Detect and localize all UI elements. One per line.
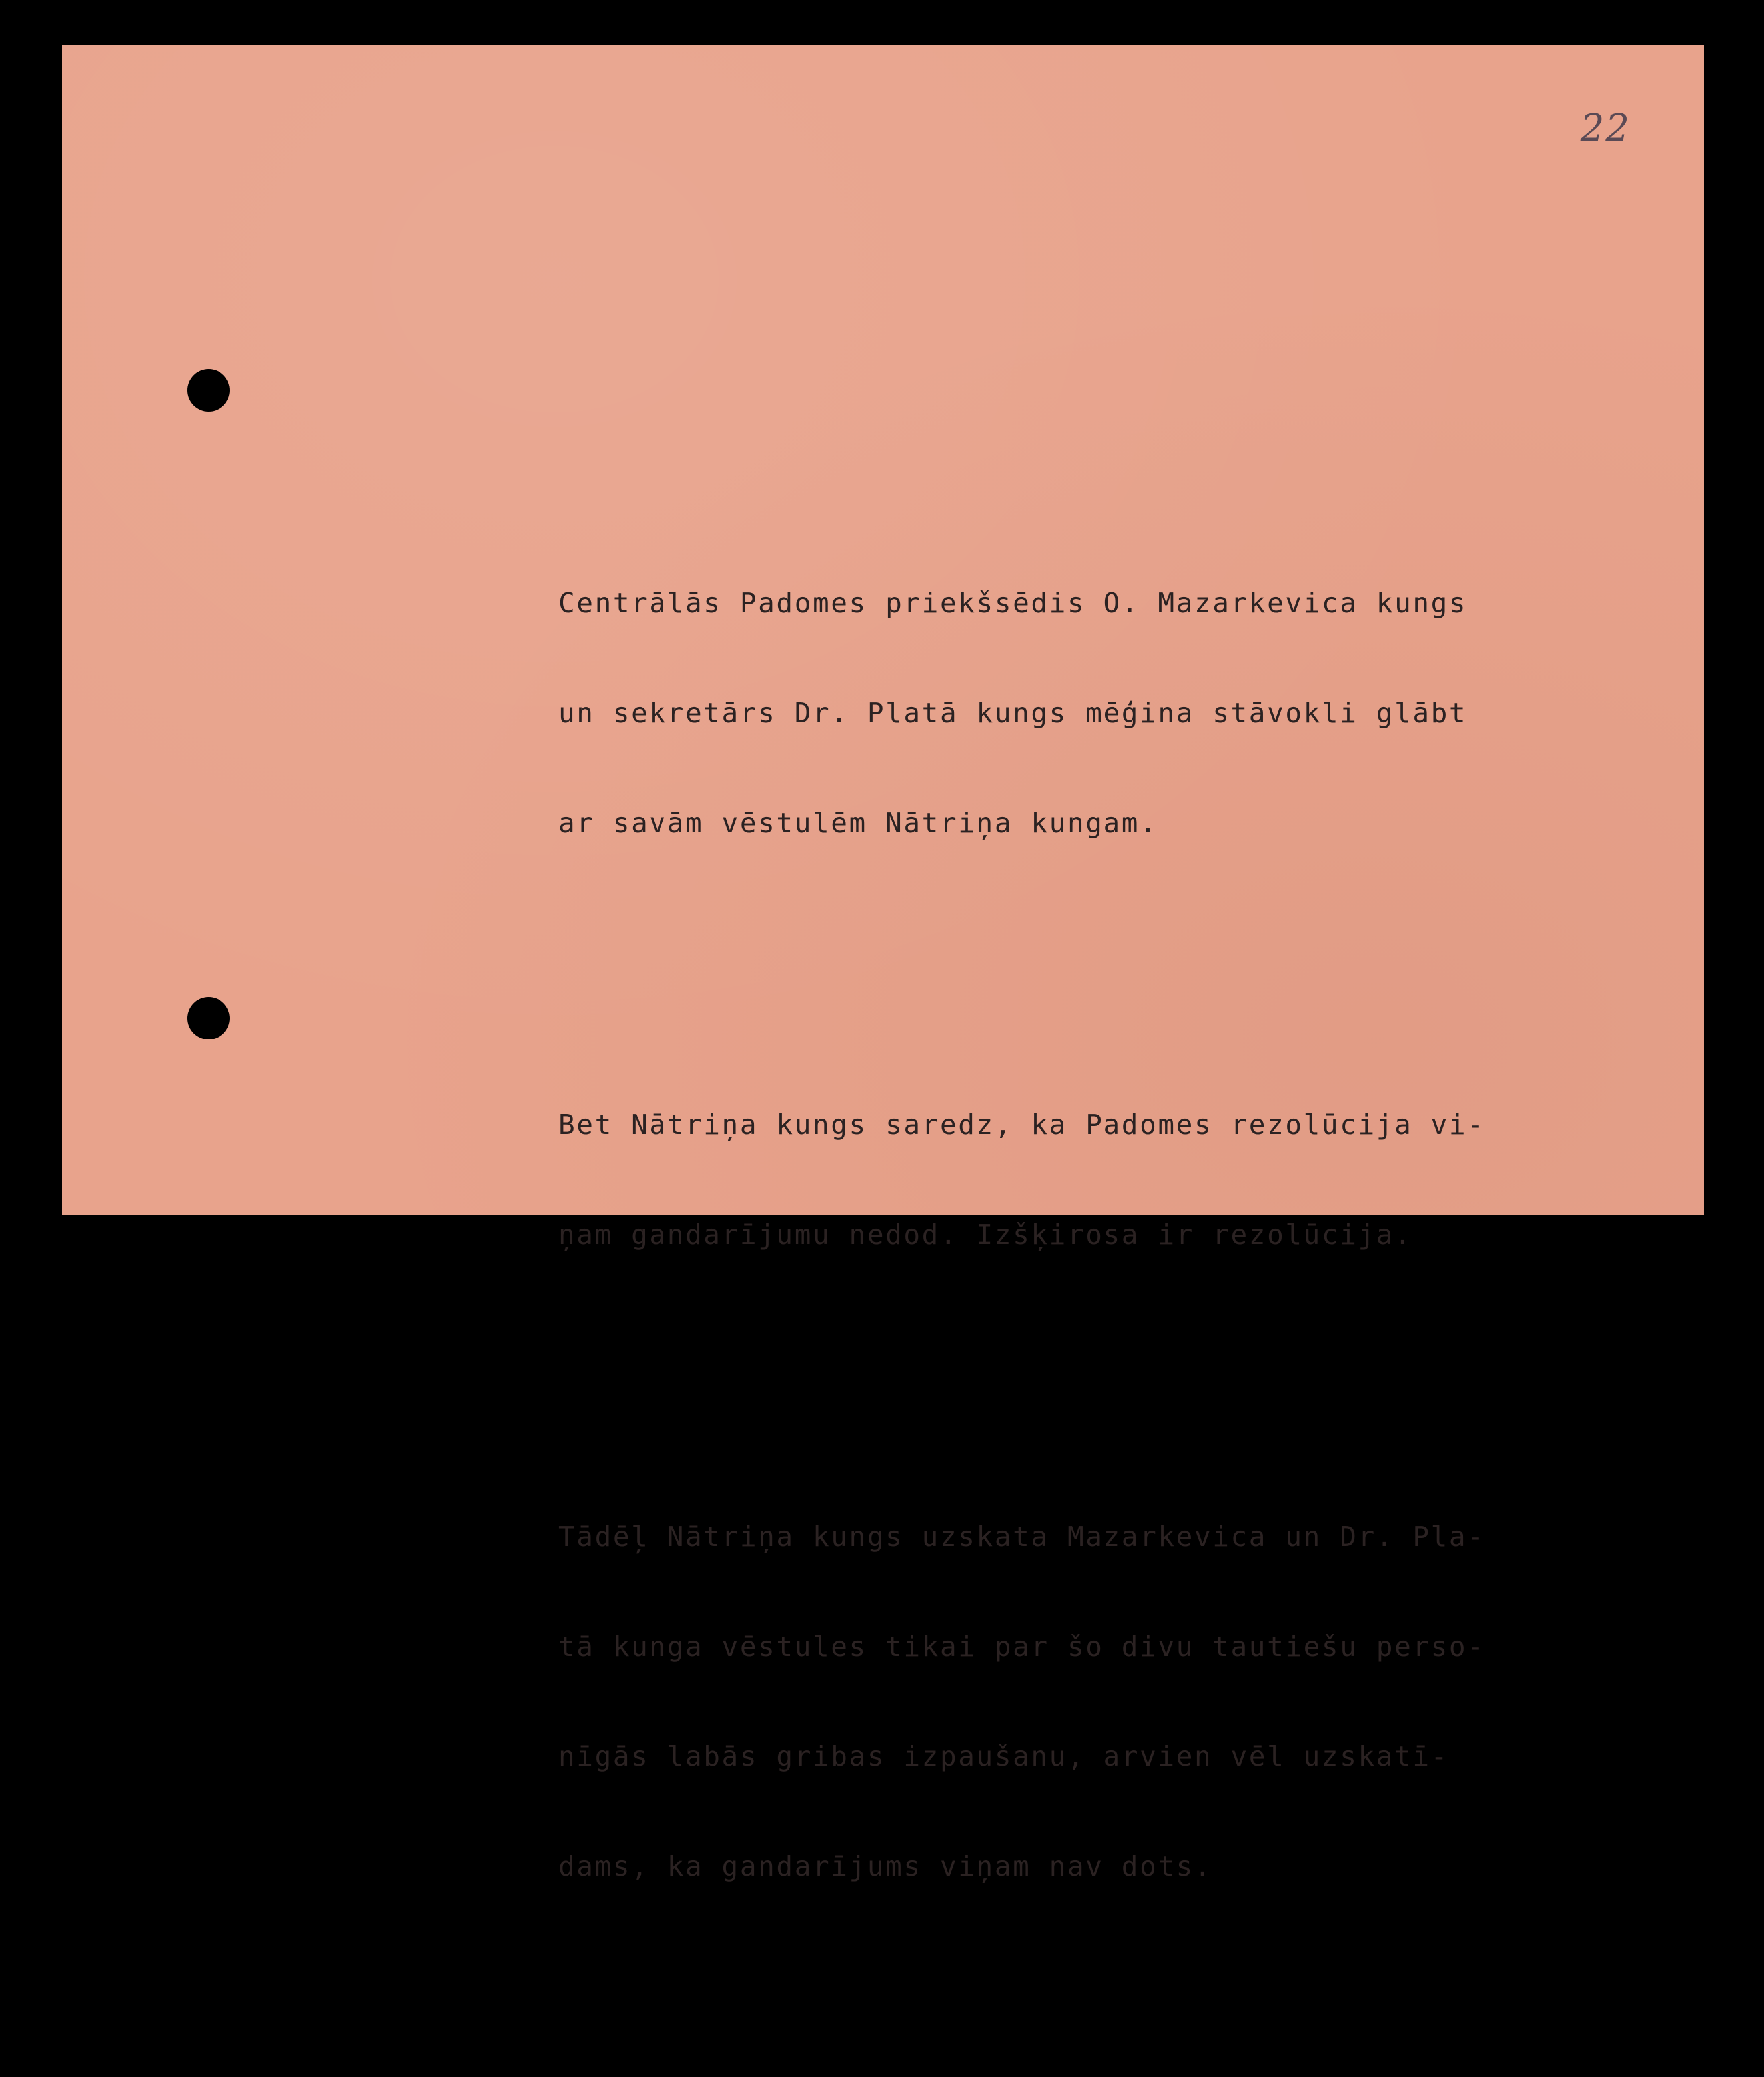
- text-line: Centrālās Padomes priekšsēdis O. Mazarkevica kungs: [558, 587, 1468, 619]
- text-line: ņam gandarījumu nedod. Izšķirosa ir rezolūcija.: [558, 1219, 1413, 1251]
- handwritten-page-number: 22: [1580, 107, 1631, 150]
- document-sheet: [62, 45, 1704, 1882]
- text-line: dams, ka gandarījums viņam nav dots.: [558, 1850, 1213, 1882]
- text-line: un sekretārs Dr. Platā kungs mēģina stāvokli glābt: [558, 697, 1468, 729]
- punch-hole-bottom: [187, 997, 230, 1039]
- text-line: tā kunga vēstules tikai par šo divu tautiešu perso-: [558, 1631, 1486, 1663]
- paragraph-1: [558, 512, 1624, 915]
- text-line: Tādēļ Nātriņa kungs uzskata Mazarkevica un Dr. Pla-: [558, 1521, 1486, 1553]
- text-line: nīgās labās gribas izpaušanu, arvien vēl uzskatī-: [558, 1740, 1449, 1772]
- paragraph-3: [558, 1445, 1624, 1958]
- typed-body-text: [558, 438, 1624, 2077]
- punch-hole-top: [187, 369, 230, 412]
- text-line: ar savām vēstulēm Nātriņa kungam.: [558, 807, 1158, 839]
- text-line: Bet Nātriņa kungs saredz, ka Padomes rezolūcija vi-: [558, 1109, 1486, 1141]
- paragraph-2: [558, 1034, 1624, 1327]
